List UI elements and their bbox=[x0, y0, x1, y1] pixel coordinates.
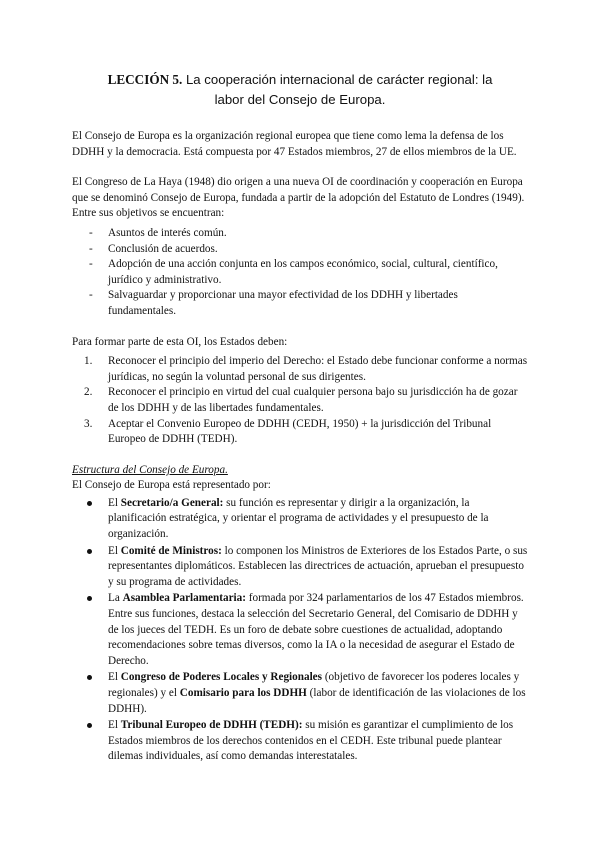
requirements-list bbox=[72, 354, 528, 448]
bullet-icon bbox=[87, 675, 92, 680]
structure-list bbox=[72, 496, 528, 765]
dash-marker: - bbox=[89, 242, 93, 255]
list-item: - Salvaguardar y proporcionar una mayor efectividad de los DDHH y libertades fundamentales. bbox=[89, 289, 458, 317]
list-item: 3. Aceptar el Convenio Europeo de DDHH (CEDH, 1950) + la jurisdicción del Tribunal Europeo de DDHH (TEDH). bbox=[84, 417, 492, 446]
dash-marker: - bbox=[89, 258, 93, 271]
list-item: - Conclusión de acuerdos. bbox=[72, 242, 528, 258]
bullet-icon bbox=[87, 723, 92, 728]
history-paragraph: El Congreso de La Haya (1948) dio origen a una nueva OI de coordinación y cooperación en Europa que se denominó Consejo de Europa, fundada a partir de la adopción del Estatuto de Londres (1949). Entre sus objetivos se encuentran: bbox=[72, 176, 525, 220]
list-item: El Tribunal Europeo de DDHH (TEDH): su misión es garantizar el cumplimiento de los Estados miembros de los derechos contenidos en el CEDH. Este tribunal puede plantear dilemas individuales, así como demandas interestatales. bbox=[72, 718, 528, 765]
list-item: El Congreso de Poderes Locales y Regionales (objetivo de favorecer los poderes locales y regionales) y el Comisario para los DDHH (labor de identificación de las violaciones de los DDHH). bbox=[72, 670, 528, 717]
requirements-intro: Para formar parte de esta OI, los Estados deben: bbox=[72, 335, 288, 348]
objectives-list bbox=[72, 226, 528, 320]
bullet-icon bbox=[87, 501, 92, 506]
lesson-title: La cooperación internacional de carácter regional: la labor del Consejo de Europa. bbox=[182, 72, 493, 107]
page-title bbox=[72, 70, 528, 109]
list-item: - Asuntos de interés común. bbox=[72, 226, 528, 242]
section-intro: El Consejo de Europa está representado por: bbox=[72, 479, 271, 492]
bullet-icon bbox=[87, 549, 92, 554]
list-item: El Comité de Ministros: lo componen los Ministros de Exteriores de los Estados Parte, o sus representantes diplomáticos. Establecen las directrices de actuación, aprueban el presupuesto y su programa de actividades. bbox=[72, 544, 528, 591]
list-item: La Asamblea Parlamentaria: formada por 324 parlamentarios de los 47 Estados miembros. Entre sus funciones, destaca la selección del Secretario General, del Comisario de DDHH y de los jueces del TEDH. Es un foro de debate sobre cuestiones de actualidad, adoptando recomendaciones sobre temas diversos, como la IA o la necesidad de asegurar el Estado de Derecho. bbox=[72, 591, 528, 669]
dash-marker: - bbox=[89, 226, 93, 239]
list-item: 1. Reconocer el principio del imperio del Derecho: el Estado debe funcionar conforme a normas jurídicas, no según la voluntad personal de sus dirigentes. bbox=[84, 355, 528, 383]
lesson-number: LECCIÓN 5. bbox=[107, 72, 183, 87]
intro-paragraph: El Consejo de Europa es la organización regional europea que tiene como lema la defensa de los DDHH y la democracia. Está compuesta por 47 Estados miembros, 27 de ellos miembros de la UE. bbox=[72, 130, 517, 158]
list-item: - Adopción de una acción conjunta en los campos económico, social, cultural, científico, jurídico y administrativo. bbox=[89, 258, 498, 286]
section-heading: Estructura del Consejo de Europa. bbox=[72, 463, 228, 476]
dash-marker: - bbox=[89, 289, 93, 302]
list-item: El Secretario/a General: su función es representar y dirigir a la organización, la planificación estratégica, y orientar el programa de actividades y el presupuesto de la organización. bbox=[72, 496, 528, 543]
list-item: 2. Reconocer el principio en virtud del cual cualquier persona bajo su jurisdicción ha de gozar de los DDHH y de las libertades fundamentales. bbox=[84, 386, 518, 414]
bullet-icon bbox=[87, 596, 92, 601]
